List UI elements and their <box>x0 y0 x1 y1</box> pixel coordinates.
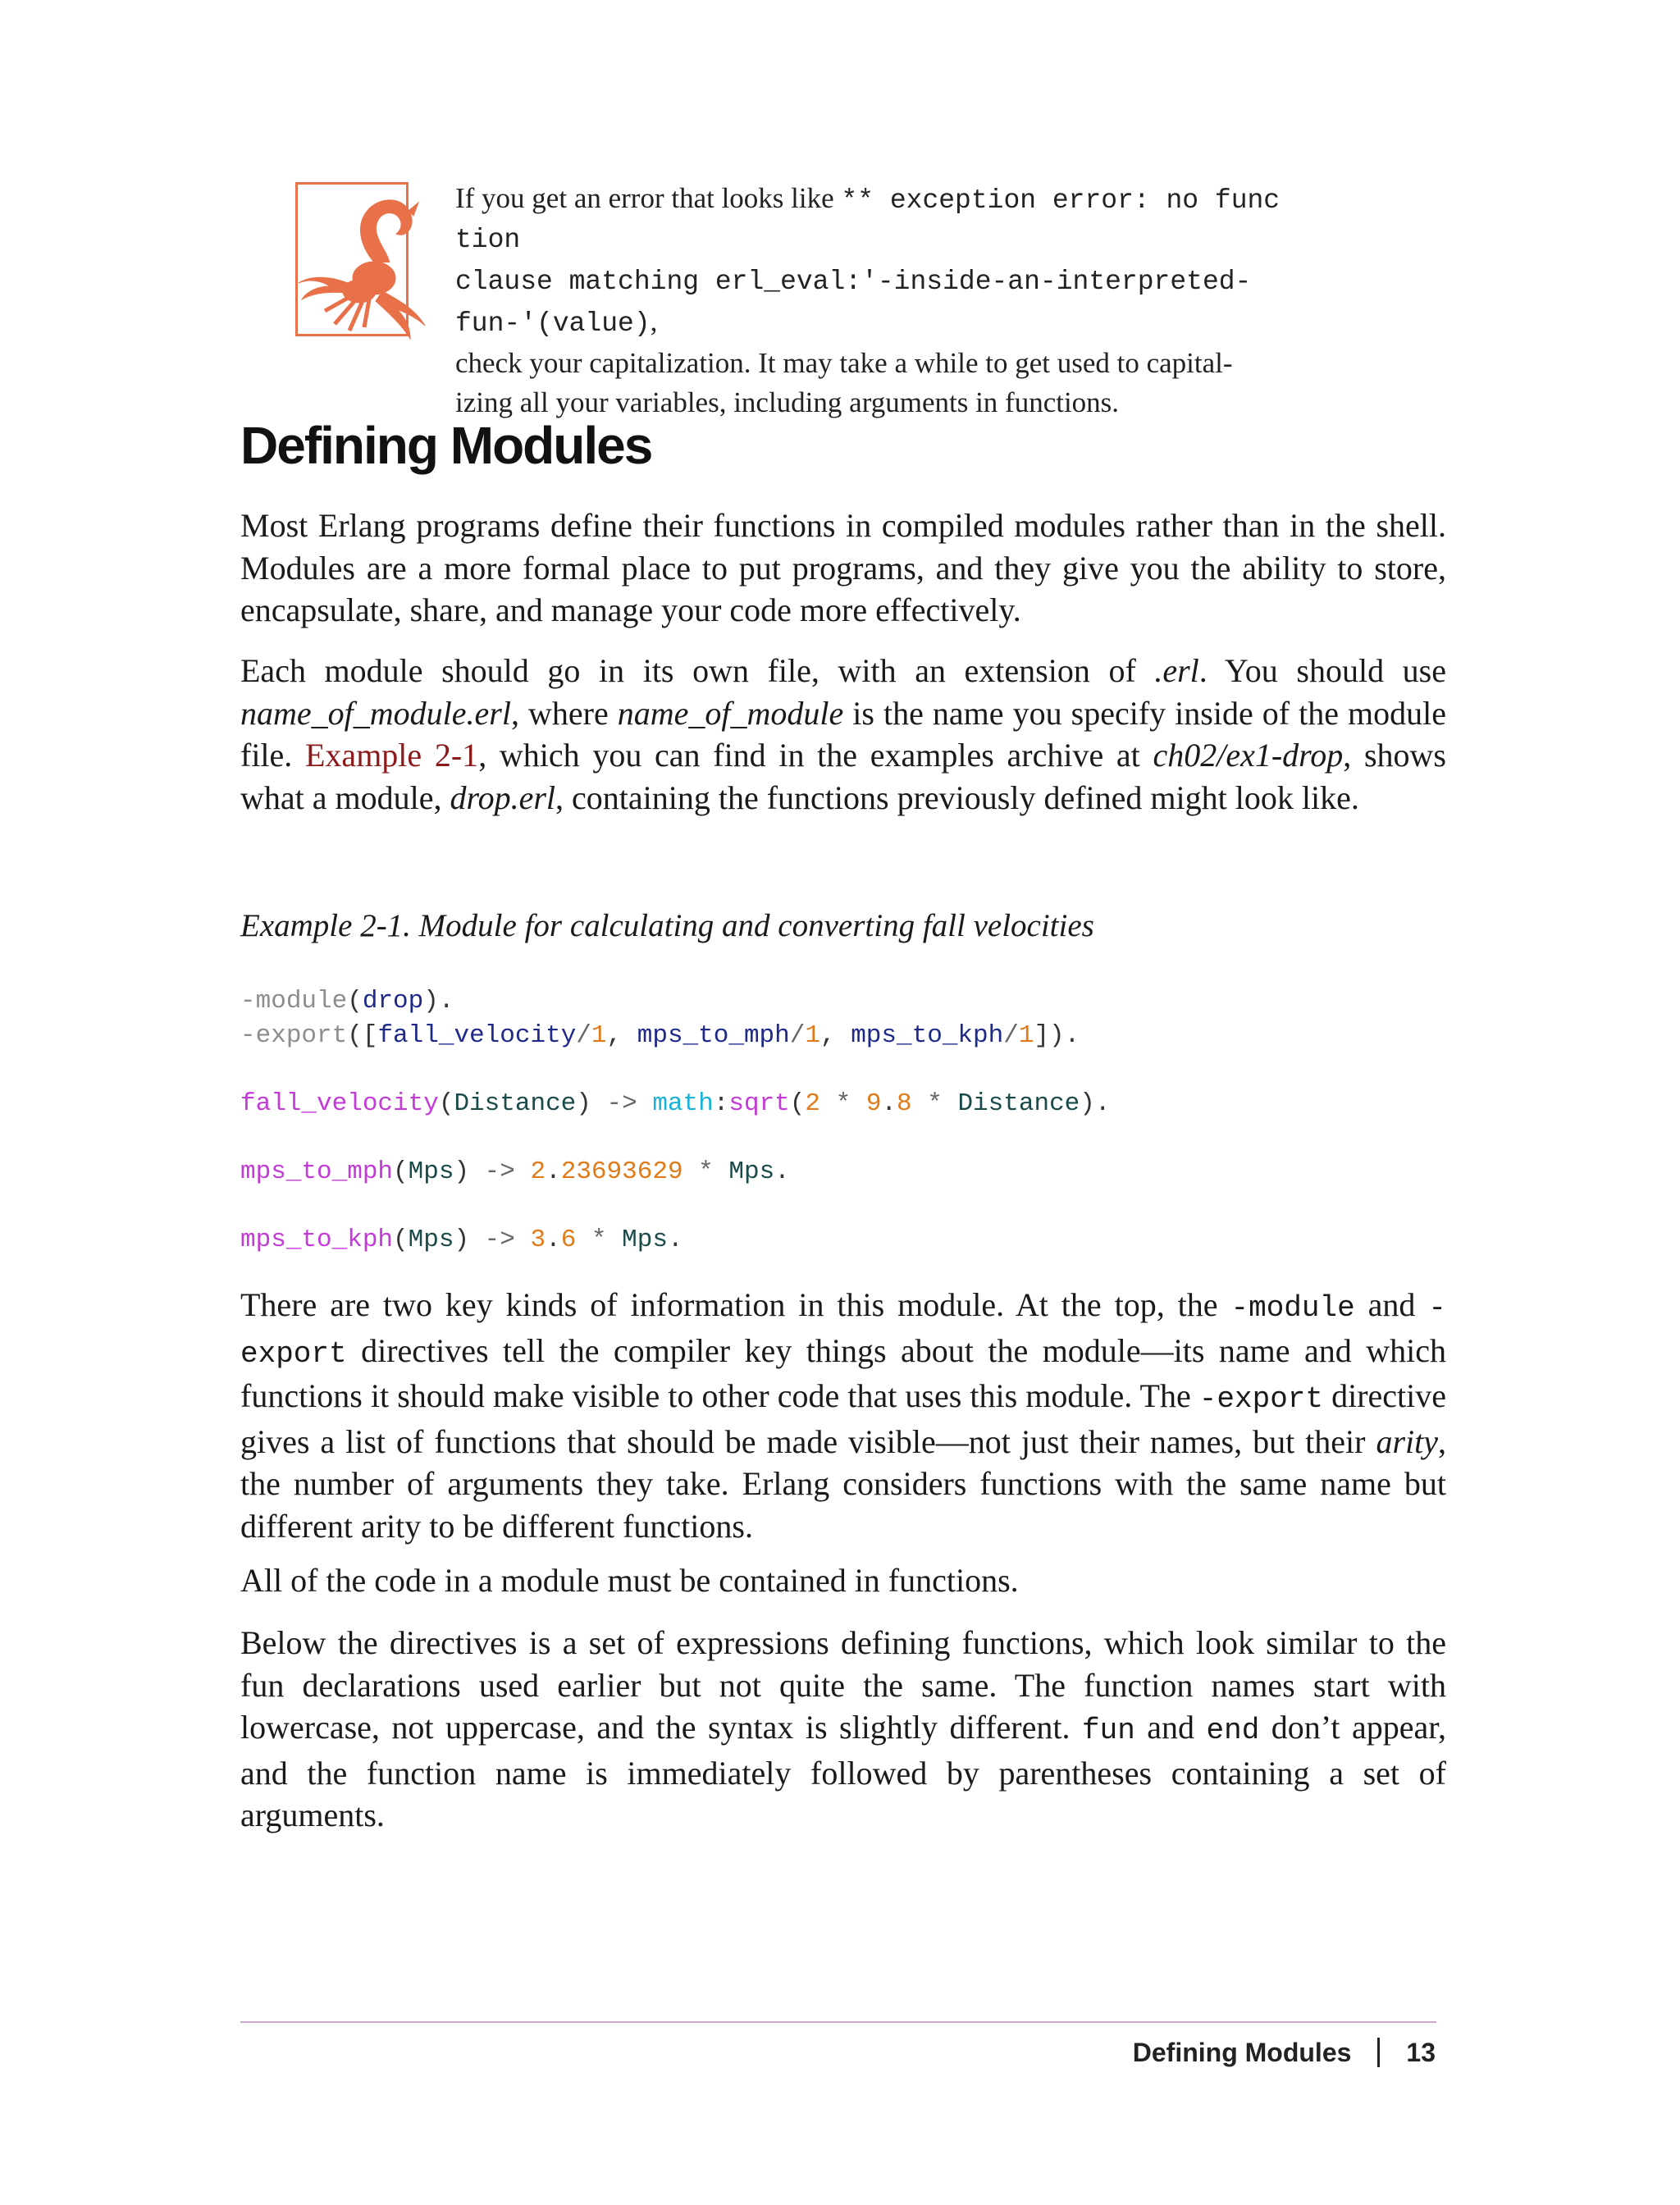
footer-separator <box>1377 2038 1380 2067</box>
page-footer <box>984 2028 1436 2077</box>
callout-line: tion <box>455 225 521 255</box>
code-line: fall_velocity(Distance) -> math:sqrt(2 * 9.8 * Distance). <box>240 1089 1111 1118</box>
code-line <box>240 1052 1111 1087</box>
paragraph-directives: There are two key kinds of information in this module. At the top, the -module and -export directives tell the compiler key things about the module—its name and which functions it should make visible to other code that uses this module. The -export directive gives a list of functions that should be made visible—not just their names, but their arity, the number of arguments they take. Erlang considers functions with the same name but different arity to be different functions. <box>240 1286 1446 1545</box>
scorpion-icon <box>295 182 409 336</box>
callout-line: check your capitalization. It may take a while to get used to capital- <box>455 347 1233 379</box>
footer-section-title: Defining Modules <box>1132 2037 1352 2067</box>
paragraph-module-files: Each module should go in its own file, with an extension of .erl. You should use name_of_module.erl, where name_of_module is the name you specify inside of the module file. Example 2-1, which you can find in the examples archive at ch02/ex1-drop, shows what a module, drop.erl, containing the functions previously defined might look like. <box>240 652 1447 816</box>
callout-text <box>455 179 1308 422</box>
paragraph-function-syntax: Below the directives is a set of expressions defining functions, which look similar to the fun declarations used earlier but not quite the same. The function names start with lowercase, not uppercase, and the syntax is slightly different. fun and end don’t appear, and the function name is immediately followed by parentheses containing a set of arguments. <box>240 1624 1446 1833</box>
code-line: -module(drop). <box>240 987 454 1016</box>
code-line <box>240 1189 1111 1223</box>
callout-line: clause matching erl_eval:'-inside-an-interpreted-fun-'(value), <box>455 267 1252 339</box>
footer-divider <box>240 2021 1436 2023</box>
section-heading: Defining Modules <box>240 416 652 475</box>
code-line: mps_to_mph(Mps) -> 2.23693629 * Mps. <box>240 1157 790 1186</box>
example-caption: Example 2-1. Module for calculating and converting fall velocities <box>240 908 1094 943</box>
code-line <box>240 1121 1111 1155</box>
paragraph-intro: Most Erlang programs define their functions in compiled modules rather than in the shell. Modules are a more formal place to put programs, and they give you the ability to store, encapsulate, share, and manage your code more effectively. <box>240 507 1446 628</box>
warning-callout <box>275 172 1489 418</box>
callout-line: If you get an error that looks like ** exception error: no func <box>455 182 1281 216</box>
code-line: -export([fall_velocity/1, mps_to_mph/1, mps_to_kph/1]). <box>240 1020 1080 1050</box>
page-number: 13 <box>1406 2037 1436 2067</box>
code-line: mps_to_kph(Mps) -> 3.6 * Mps. <box>240 1225 683 1254</box>
paragraph-functions-only: All of the code in a module must be contained in functions. <box>240 1562 1019 1599</box>
example-link[interactable]: Example 2-1 <box>305 737 479 774</box>
callout-line: izing all your variables, including arguments in functions. <box>455 386 1120 418</box>
code-block <box>240 984 1111 1257</box>
